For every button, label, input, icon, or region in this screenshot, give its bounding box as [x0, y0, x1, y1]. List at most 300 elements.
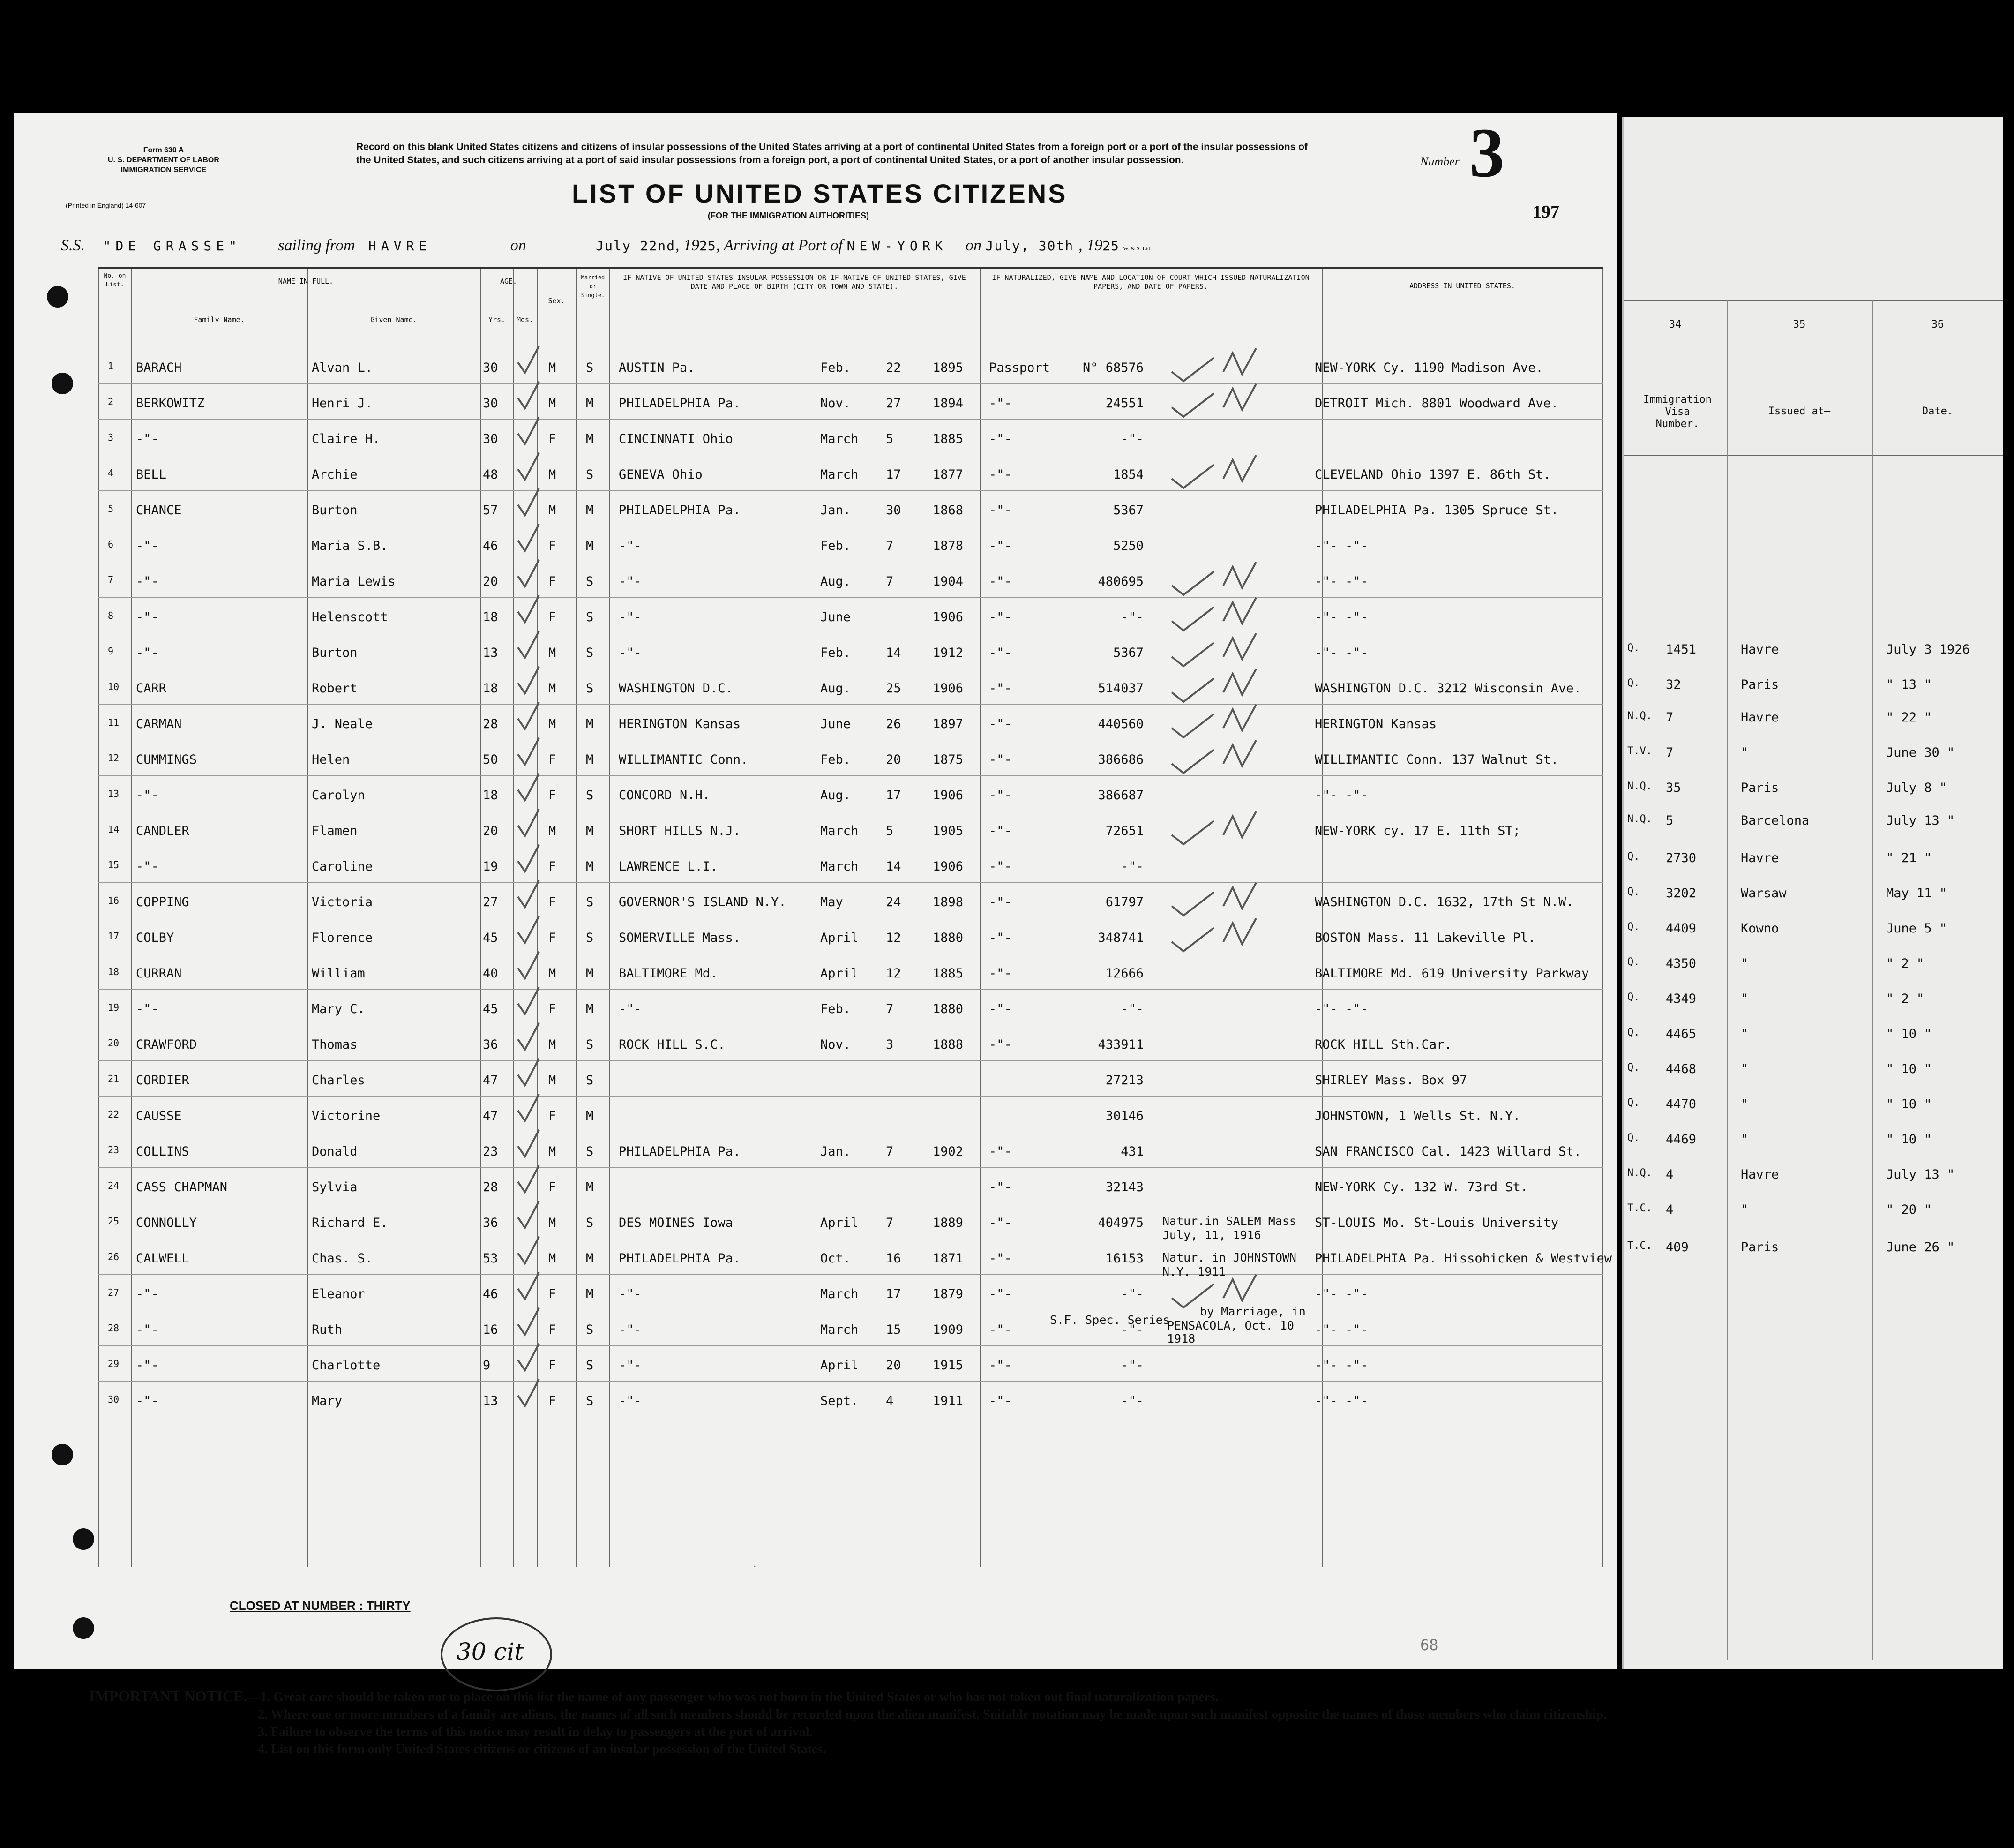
col-sex: Sex.: [548, 297, 565, 305]
family-name: -"-: [136, 1322, 159, 1337]
naturalization-number: 480695: [1098, 574, 1144, 589]
row-number: 23: [108, 1144, 120, 1156]
visa-number: 2730: [1666, 851, 1697, 865]
check-mark: [518, 1130, 539, 1157]
visa-date: July 13 ": [1886, 813, 1955, 828]
row-number: 12: [108, 752, 120, 764]
birth-month: March: [820, 1322, 859, 1337]
visa-number: 4469: [1666, 1132, 1697, 1147]
visa-number: 4468: [1666, 1062, 1697, 1076]
visa-number: 32: [1666, 677, 1681, 692]
birth-place: -"-: [619, 646, 642, 660]
birth-year: 1880: [933, 931, 964, 945]
visa-date: " 10 ": [1886, 1062, 1932, 1076]
sex: F: [548, 1287, 556, 1301]
age: 18: [483, 681, 498, 696]
given-name: Chas. S.: [312, 1251, 373, 1266]
row-number: 27: [108, 1287, 120, 1298]
naturalization: -"-: [989, 432, 1012, 446]
age: 45: [483, 931, 498, 945]
birth-day: 7: [886, 539, 894, 553]
address: SHIRLEY Mass. Box 97: [1315, 1073, 1467, 1088]
visa-number: 4409: [1666, 921, 1697, 936]
verification-mark: [1172, 669, 1256, 702]
naturalization-number: 386686: [1098, 752, 1144, 767]
check-mark: [518, 738, 539, 765]
row-number: 24: [108, 1180, 120, 1191]
birth-day: 25: [886, 681, 901, 696]
row-number: 3: [108, 432, 114, 443]
circled-note: [441, 1617, 552, 1691]
given-name: Burton: [312, 646, 358, 660]
naturalization: -"-: [989, 1037, 1012, 1052]
birth-place: -"-: [619, 610, 642, 624]
naturalization: -"-: [989, 610, 1012, 624]
col-given: Given Name.: [370, 316, 417, 324]
marital-status: S: [586, 1144, 594, 1159]
sex: M: [548, 361, 556, 375]
row-number: 14: [108, 824, 120, 835]
visa-number: 4: [1666, 1167, 1674, 1182]
family-name: CRAWFORD: [136, 1037, 197, 1052]
court-note-22: Natur. in JOHNSTOWN: [1162, 1251, 1296, 1264]
marital-status: M: [586, 1109, 594, 1123]
binding-hole: [73, 1528, 94, 1550]
visa-number: 5: [1666, 813, 1674, 828]
family-name: COPPING: [136, 895, 189, 909]
birth-place: BALTIMORE Md.: [619, 966, 718, 981]
check-mark: [518, 1272, 539, 1299]
col-address: ADDRESS IN UNITED STATES.: [1409, 282, 1515, 290]
birth-day: 14: [886, 859, 901, 874]
naturalization-number: 431: [1121, 1144, 1144, 1159]
visa-date: " 20 ": [1886, 1202, 1932, 1217]
issued-at: Havre: [1741, 710, 1779, 725]
visa-prefix: Q.: [1627, 921, 1640, 933]
birth-year: 1879: [933, 1287, 964, 1301]
p2-colnum-36: 36: [1931, 319, 1944, 331]
naturalization: -"-: [989, 931, 1012, 945]
p2-col-date: Date.: [1922, 406, 1954, 417]
row-number: 13: [108, 788, 120, 799]
verification-mark: [1172, 740, 1256, 773]
sex: M: [548, 681, 556, 696]
naturalization-number: 61797: [1105, 895, 1144, 909]
naturalization: -"-: [989, 1358, 1012, 1373]
visa-number: 4350: [1666, 956, 1697, 971]
birth-year: 1906: [933, 859, 964, 874]
birth-month: Feb.: [820, 539, 851, 553]
birth-month: Nov.: [820, 396, 851, 411]
birth-day: 15: [886, 1322, 901, 1337]
address: HERINGTON Kansas: [1315, 717, 1437, 731]
naturalization: -"-: [989, 752, 1012, 767]
birth-day: 7: [886, 1144, 894, 1159]
birth-day: 3: [886, 1037, 894, 1052]
sex: F: [548, 1180, 556, 1194]
sex: F: [548, 859, 556, 874]
naturalization: -"-: [989, 788, 1012, 803]
given-name: Victorine: [312, 1109, 381, 1123]
family-name: -"-: [136, 1358, 159, 1373]
naturalization-number: -"-: [1121, 859, 1144, 874]
birth-place: SOMERVILLE Mass.: [619, 931, 741, 945]
naturalization: -"-: [989, 1144, 1012, 1159]
visa-prefix: Q.: [1627, 1062, 1640, 1074]
birth-month: Nov.: [820, 1037, 851, 1052]
voyage-line: S.S. "DE GRASSE" sailing from HAVRE on July 22nd, 1925, Arriving at Port of NEW-YORK on July, 30th , 1925 W. & S. Ltd.: [61, 237, 1152, 254]
issued-at: ": [1741, 745, 1749, 760]
verification-mark: [1172, 918, 1256, 951]
naturalization: -"-: [989, 681, 1012, 696]
issued-at: ": [1741, 1062, 1749, 1076]
sex: F: [548, 1358, 556, 1373]
naturalization: -"-: [989, 895, 1012, 909]
birth-month: Feb.: [820, 1002, 851, 1016]
birth-year: 1868: [933, 503, 964, 518]
birth-place: -"-: [619, 1287, 642, 1301]
notice-lead: IMPORTANT NOTICE.: [89, 1688, 247, 1705]
binding-hole: [52, 1444, 73, 1465]
row-number: 7: [108, 574, 114, 586]
visa-prefix: Q.: [1627, 677, 1640, 689]
check-mark: [518, 667, 539, 693]
marital-status: S: [586, 1037, 594, 1052]
naturalization: -"-: [989, 467, 1012, 482]
given-name: Alvan L.: [312, 361, 373, 375]
birth-place: PHILADELPHIA Pa.: [619, 1251, 741, 1266]
marital-status: S: [586, 1394, 594, 1408]
visa-prefix: T.C.: [1627, 1202, 1652, 1214]
naturalization: -"-: [989, 966, 1012, 981]
birth-month: Feb.: [820, 646, 851, 660]
address: ST-LOUIS Mo. St-Louis University: [1315, 1216, 1559, 1230]
row-number: 30: [108, 1394, 120, 1405]
manifest-page: [14, 113, 1617, 1757]
check-mark: [518, 952, 539, 978]
naturalization-number: 404975: [1098, 1216, 1144, 1230]
birth-day: 5: [886, 432, 894, 446]
sail-year: 25: [699, 238, 716, 254]
printed-in-note: (Printed in England) 14-607: [66, 202, 146, 209]
visa-number: 7: [1666, 710, 1674, 725]
visa-number: 4465: [1666, 1027, 1697, 1041]
marital-status: M: [586, 539, 594, 553]
check-mark: [518, 1237, 539, 1263]
marital-status: S: [586, 574, 594, 589]
marital-status: S: [586, 681, 594, 696]
p2-col-visa: Immigration Visa Number.: [1643, 394, 1712, 430]
visa-number: 35: [1666, 781, 1681, 795]
sex: M: [548, 1251, 556, 1266]
issued-at: ": [1741, 1027, 1749, 1041]
sex: M: [548, 503, 556, 518]
visa-date: July 3 1926: [1886, 642, 1970, 657]
visa-number: 4: [1666, 1202, 1674, 1217]
birth-day: 17: [886, 467, 901, 482]
marital-status: S: [586, 1358, 594, 1373]
given-name: Donald: [312, 1144, 358, 1159]
sex: M: [548, 824, 556, 838]
naturalization: -"-: [989, 539, 1012, 553]
marital-status: S: [586, 361, 594, 375]
binding-hole: [52, 373, 73, 394]
naturalization-number: -"-: [1121, 1287, 1144, 1301]
col-name: NAME IN FULL.: [278, 277, 334, 285]
sex: M: [548, 1144, 556, 1159]
address: BOSTON Mass. 11 Lakeville Pl.: [1315, 931, 1536, 945]
age: 13: [483, 1394, 498, 1408]
marital-status: M: [586, 1251, 594, 1266]
sex: F: [548, 788, 556, 803]
age: 50: [483, 752, 498, 767]
birth-place: PHILADELPHIA Pa.: [619, 503, 741, 518]
birth-day: 12: [886, 931, 901, 945]
birth-month: May: [820, 895, 843, 909]
marital-status: S: [586, 610, 594, 624]
birth-year: 1875: [933, 752, 964, 767]
notice-item-2: 2. Where one or more members of a family are aliens, the names of all such members should be recorded upon the alien manifest. Suitable notation may be made upon such manifest opposite the names of those members who claim citizenship.: [258, 1707, 1607, 1722]
court-note-21: Natur.in SALEM Mass: [1162, 1214, 1296, 1228]
check-mark: [518, 346, 539, 373]
family-name: CHANCE: [136, 503, 182, 518]
visa-date: " 2 ": [1886, 992, 1924, 1006]
birth-place: -"-: [619, 539, 642, 553]
birth-month: June: [820, 610, 851, 624]
address: -"- -"-: [1315, 1002, 1368, 1016]
given-name: Florence: [312, 931, 373, 945]
visa-prefix: N.Q.: [1627, 1167, 1652, 1179]
family-name: -"-: [136, 432, 159, 446]
birth-month: April: [820, 966, 859, 981]
family-name: CANDLER: [136, 824, 189, 838]
address: PHILADELPHIA Pa. Hissohicken & Westview: [1315, 1251, 1612, 1266]
verification-mark: [1172, 348, 1256, 381]
verification-mark: [1172, 633, 1256, 666]
visa-number: 409: [1666, 1240, 1689, 1255]
given-name: Carolyn: [312, 788, 365, 803]
verification-mark: [1172, 384, 1256, 417]
naturalization-number: 24551: [1105, 396, 1144, 411]
birth-month: March: [820, 1287, 859, 1301]
from-port: HAVRE: [368, 238, 432, 254]
naturalization-number: -"-: [1121, 1394, 1144, 1408]
court-note-21b: July, 11, 1916: [1162, 1228, 1261, 1242]
check-mark: [518, 1059, 539, 1085]
given-name: Archie: [312, 467, 358, 482]
birth-month: Jan.: [820, 503, 851, 518]
birth-day: 24: [886, 895, 901, 909]
family-name: -"-: [136, 539, 159, 553]
given-name: Ruth: [312, 1322, 343, 1337]
row-number: 19: [108, 1002, 120, 1013]
sex: M: [548, 467, 556, 482]
birth-year: 1871: [933, 1251, 964, 1266]
address: -"- -"-: [1315, 610, 1368, 624]
given-name: Sylvia: [312, 1180, 358, 1194]
family-name: CARR: [136, 681, 167, 696]
arrival-year: 25: [1102, 238, 1119, 254]
court-note-22b: N.Y. 1911: [1162, 1265, 1226, 1278]
address: -"- -"-: [1315, 1322, 1368, 1337]
service-name: IMMIGRATION SERVICE: [120, 166, 207, 174]
birth-month: Aug.: [820, 788, 851, 803]
age: 28: [483, 1180, 498, 1194]
birth-day: 7: [886, 1002, 894, 1016]
birth-day: 17: [886, 1287, 901, 1301]
issued-at: Barcelona: [1741, 813, 1810, 828]
printer-mark: W. & S. Ltd.: [1123, 245, 1152, 252]
sex: F: [548, 539, 556, 553]
family-name: -"-: [136, 610, 159, 624]
col-married: Married or Single.: [581, 274, 605, 299]
notice-item-3: 3. Failure to observe the terms of this notice may result in delay to passengers at the port of arrival.: [258, 1725, 813, 1739]
issued-at: Paris: [1741, 677, 1779, 692]
age: 47: [483, 1109, 498, 1123]
birth-year: 1906: [933, 681, 964, 696]
birth-day: 5: [886, 824, 894, 838]
row-number: 17: [108, 931, 120, 942]
birth-place: ROCK HILL S.C.: [619, 1037, 726, 1052]
address: ROCK HILL Sth.Car.: [1315, 1037, 1452, 1052]
stamp-number: 68: [1420, 1636, 1438, 1654]
page-number: 197: [1533, 202, 1559, 222]
visa-prefix: N.Q.: [1627, 710, 1652, 722]
verification-mark: [1172, 1275, 1256, 1307]
address: -"- -"-: [1315, 574, 1368, 589]
row-number: 25: [108, 1216, 120, 1227]
birth-year: 1885: [933, 966, 964, 981]
row-number: 15: [108, 859, 120, 871]
birth-day: 16: [886, 1251, 901, 1266]
sex: F: [548, 574, 556, 589]
marital-status: M: [586, 396, 594, 411]
list-number: 3: [1469, 114, 1505, 192]
birth-month: Feb.: [820, 752, 851, 767]
family-name: CONNOLLY: [136, 1216, 197, 1230]
issued-at: Havre: [1741, 851, 1779, 865]
family-name: COLLINS: [136, 1144, 189, 1159]
given-name: Maria Lewis: [312, 574, 396, 589]
check-mark: [518, 382, 539, 408]
col-naturalized: IF NATURALIZED, GIVE NAME AND LOCATION OF COURT WHICH ISSUED NATURALIZATION PAPERS, AND DATE OF PAPERS.: [992, 273, 1310, 291]
visa-prefix: Q.: [1627, 851, 1640, 863]
naturalization: -"-: [989, 1287, 1012, 1301]
age: 13: [483, 646, 498, 660]
birth-place: -"-: [619, 574, 642, 589]
birth-place: HERINGTON Kansas: [619, 717, 741, 731]
visa-date: " 21 ": [1886, 851, 1932, 865]
marital-status: S: [586, 1073, 594, 1088]
birth-year: 1895: [933, 361, 964, 375]
form-identifier: [108, 145, 219, 175]
sex: M: [548, 966, 556, 981]
given-name: Charles: [312, 1073, 365, 1088]
row-number: 2: [108, 396, 114, 407]
check-marks: [98, 269, 1603, 1567]
important-notice: [89, 1688, 1626, 1758]
visa-date: July 8 ": [1886, 781, 1947, 795]
sex: F: [548, 895, 556, 909]
birth-day: 27: [886, 396, 901, 411]
birth-year: 1894: [933, 396, 964, 411]
birth-month: Sept.: [820, 1394, 859, 1408]
family-name: BELL: [136, 467, 167, 482]
given-name: Helenscott: [312, 610, 388, 624]
issued-at: Paris: [1741, 781, 1779, 795]
age: 20: [483, 574, 498, 589]
naturalization: -"-: [989, 1251, 1012, 1266]
visa-number: 1451: [1666, 642, 1697, 657]
check-mark: [518, 845, 539, 871]
birth-day: 17: [886, 788, 901, 803]
check-mark: [518, 1344, 539, 1370]
sex: M: [548, 396, 556, 411]
birth-place: WILLIMANTIC Conn.: [619, 752, 749, 767]
sex: F: [548, 1394, 556, 1408]
issued-at: Kowno: [1741, 921, 1779, 936]
age: 18: [483, 788, 498, 803]
birth-day: 7: [886, 574, 894, 589]
verification-mark: [1172, 562, 1256, 595]
verification-mark: [1172, 811, 1256, 844]
p2-colnum-35: 35: [1793, 319, 1806, 331]
verification-mark: [1172, 883, 1256, 916]
given-name: Helen: [312, 752, 350, 767]
check-mark: [518, 560, 539, 586]
family-name: -"-: [136, 1287, 159, 1301]
given-name: Mary C.: [312, 1002, 365, 1016]
birth-day: 12: [886, 966, 901, 981]
check-mark: [518, 916, 539, 943]
department-name: U. S. DEPARTMENT OF LABOR: [108, 156, 219, 164]
circled-note-text: 30 cit: [457, 1638, 524, 1665]
birth-month: Aug.: [820, 681, 851, 696]
birth-day: 22: [886, 361, 901, 375]
address: PHILADELPHIA Pa. 1305 Spruce St.: [1315, 503, 1559, 518]
visa-date: May 11 ": [1886, 886, 1947, 901]
naturalization: -"-: [989, 717, 1012, 731]
address: NEW-YORK Cy. 1190 Madison Ave.: [1315, 361, 1543, 375]
sex: M: [548, 1073, 556, 1088]
given-name: Victoria: [312, 895, 373, 909]
given-name: Maria S.B.: [312, 539, 388, 553]
issued-at: Warsaw: [1741, 886, 1787, 901]
naturalization-number: -"-: [1121, 610, 1144, 624]
age: 47: [483, 1073, 498, 1088]
birth-place: WASHINGTON D.C.: [619, 681, 733, 696]
issued-at: Havre: [1741, 642, 1779, 657]
address: NEW-YORK cy. 17 E. 11th ST;: [1315, 824, 1520, 838]
check-mark: [518, 880, 539, 907]
court-note-24: by Marriage, in: [1200, 1305, 1306, 1318]
birth-place: SHORT HILLS N.J.: [619, 824, 741, 838]
birth-place: AUSTIN Pa.: [619, 361, 695, 375]
sex: F: [548, 752, 556, 767]
birth-year: 1911: [933, 1394, 964, 1408]
court-note-24b: PENSACOLA, Oct. 10: [1167, 1319, 1294, 1332]
visa-date: June 30 ": [1886, 745, 1955, 760]
birth-place: -"-: [619, 1358, 642, 1373]
verification-mark: [1172, 598, 1256, 631]
marital-status: S: [586, 788, 594, 803]
row-number: 8: [108, 610, 114, 621]
check-mark: [518, 1165, 539, 1192]
family-name: -"-: [136, 1002, 159, 1016]
age: 9: [483, 1358, 491, 1373]
birth-month: March: [820, 859, 859, 874]
naturalization: Passport: [989, 361, 1050, 375]
